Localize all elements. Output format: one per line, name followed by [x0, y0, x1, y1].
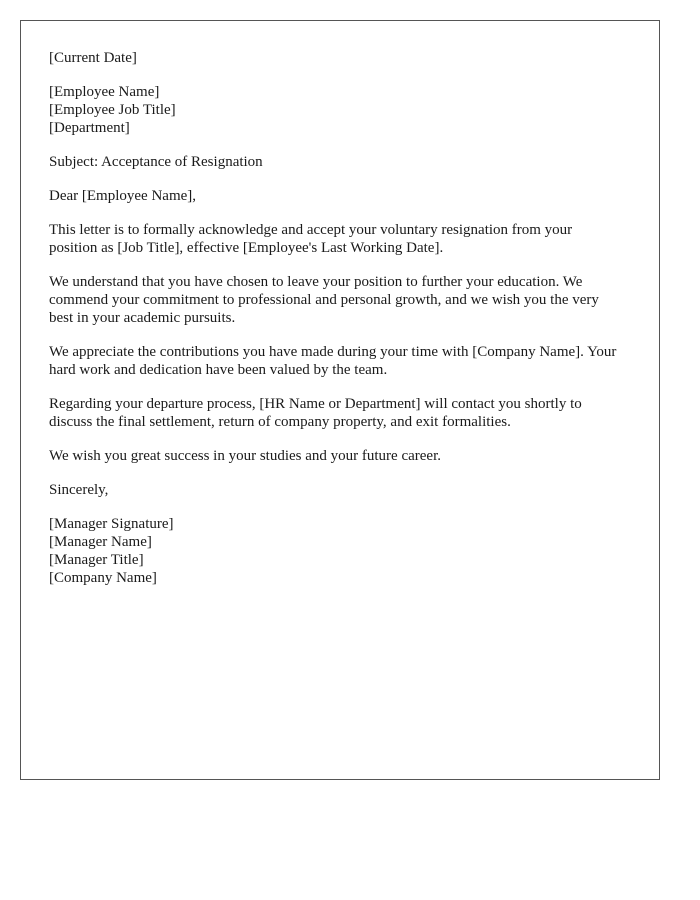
closing: Sincerely, [49, 482, 109, 498]
date-block [49, 49, 619, 67]
manager-signature: [Manager Signature] [49, 516, 174, 532]
salutation: Dear [Employee Name], [49, 188, 197, 204]
signature-block [49, 515, 619, 587]
body-paragraph: Regarding your departure process, [HR Name or Department] will contact you shortly to discuss the final settlement, return of company property, and exit formalities. [49, 396, 582, 430]
recipient-block [49, 83, 619, 137]
manager-title: [Manager Title] [49, 552, 144, 568]
body-paragraph: We wish you great success in your studies and your future career. [49, 448, 442, 464]
recipient-name: [Employee Name] [49, 84, 160, 100]
body-paragraph: We appreciate the contributions you have made during your time with [Company Name]. Your hard work and dedication have been valued by the team. [49, 344, 617, 378]
recipient-job-title: [Employee Job Title] [49, 102, 176, 118]
body-paragraph: We understand that you have chosen to leave your position to further your education. We commend your commitment to professional and personal growth, and we wish you the very best in your academic pursuits. [49, 274, 599, 326]
letter-page [20, 20, 660, 780]
body-paragraph: This letter is to formally acknowledge and accept your voluntary resignation from your position as [Job Title], effective [Employee's Last Working Date]. [49, 222, 573, 256]
subject-line: Subject: Acceptance of Resignation [49, 154, 263, 170]
letter-date: [Current Date] [49, 50, 137, 66]
manager-name: [Manager Name] [49, 534, 152, 550]
company-name: [Company Name] [49, 570, 157, 586]
recipient-department: [Department] [49, 120, 130, 136]
